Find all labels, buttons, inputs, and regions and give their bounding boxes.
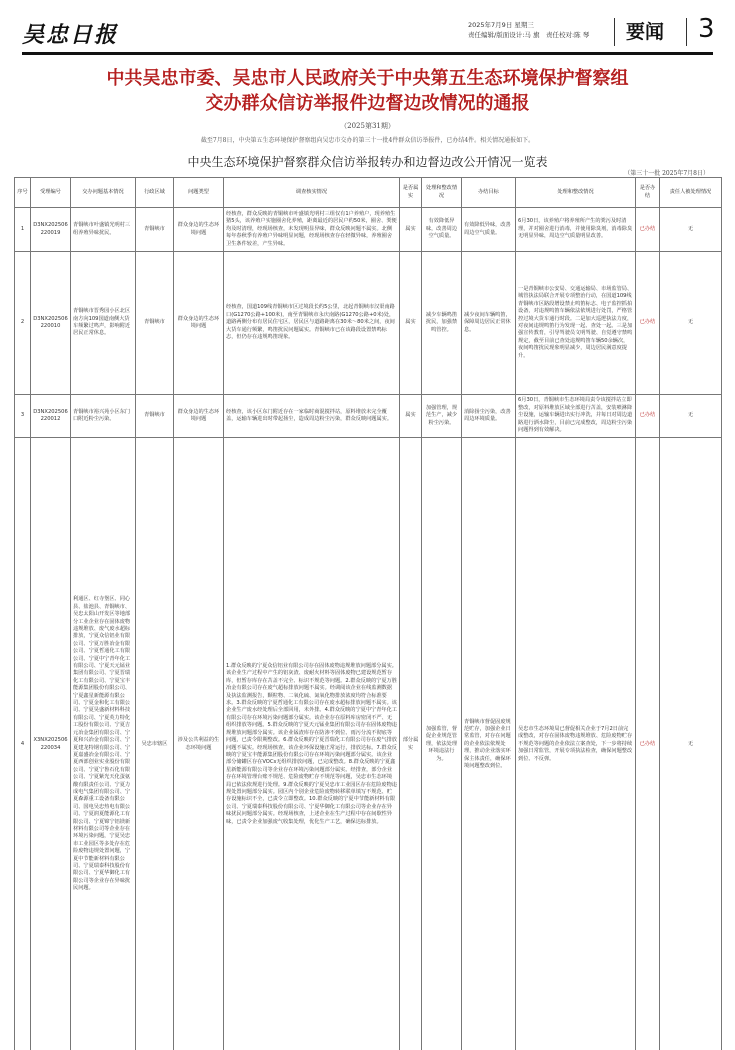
masthead-divider [614,18,615,46]
report-table [14,177,722,1050]
headline-line-1: 中共吴忠市委、吴忠市人民政府关于中央第五生态环境保护督察组 [106,68,629,89]
table-row [15,208,722,252]
col-header: 处理和整改情况 [422,178,462,208]
col-header: 受理编号 [31,178,71,208]
masthead-rule [22,52,713,55]
section-name: 要闻 [626,21,665,43]
table-row [15,438,722,1050]
cell-penalty: 无 [660,438,722,1050]
cell-penalty: 无 [660,208,722,252]
cell-progress: 一是青铜峡市公安局、交通运输局、市场监管局、城管执法局联合开展专项整治行动，在国道109线青铜峡市区路段增设禁止鸣笛标志、电子监控抓拍设备，对违规鸣笛车辆依法依规进行处罚，严格管控过境大货车通行时段。二是加大巡逻执法力度，对夜间违规鸣笛行为发现一起、查处一起。三是加强宣传教育，引导驾驶员文明驾驶、自觉遵守禁鸣规定，截至目前已查处违规鸣笛车辆50余辆次，夜间鸣笛扰民现象明显减少，周边居民满意度提升。 [516,252,636,395]
cell-target: 减少夜间车辆鸣笛，保障周边居民正常休息。 [462,252,516,395]
col-header: 交办问题基本情况 [71,178,136,208]
cell-target: 有效降低异味，改善周边空气质量。 [462,208,516,252]
cell-measure: 加强监管，督促企业规范管理，依法处理环境违法行为。 [422,438,462,1050]
cell-no: 4 [15,438,31,1050]
cell-investigation: 经核查，国道109线青铜峡市区过境段长约5公里，北起青铜峡市汉渠南路口(G1270公路+100米)，南至青铜峡市永庆南路(G1270公路+0米)处，道路两侧分布有居民住宅区，居民区与道路距离在30米～80米之间，夜间大货车通行频繁，鸣笛扰民问题属实。青铜峡市已在该路段设置禁鸣标志，但仍存在违规鸣笛现象。 [224,252,400,395]
col-header: 行政区域 [136,178,174,208]
editor-credits: 责任编辑/版面设计:马 旗 责任校对:陈 琴 [468,31,590,39]
cell-region: 青铜峡市 [136,252,174,395]
col-header: 处理和整改情况 [516,178,636,208]
cell-penalty: 无 [660,395,722,438]
table-row [15,252,722,395]
cell-measure: 有效降低异味，改善周边空气质量。 [422,208,462,252]
cell-region: 青铜峡市 [136,208,174,252]
cell-id: D3NX202506220012 [31,395,71,438]
cell-penalty: 无 [660,252,722,395]
cell-issue: 青铜峡市晋秀园小区北区南方向109国道南侧大货车频繁过鸣声，影响附近居民正常休息。 [71,252,136,395]
col-header: 调查核实情况 [224,178,400,208]
cell-no: 1 [15,208,31,252]
cell-done: 已办结 [636,252,660,395]
intro-paragraph: 截至7月8日，中央第五生态环境保护督察组向吴忠市交办的第三十一批4件群众信访举报件，已办结4件。相关情况通报如下。 [200,137,535,144]
col-header: 办结目标 [462,178,516,208]
cell-real: 部分属实 [400,438,422,1050]
newspaper-logo: 吴忠日报 [22,22,119,48]
page-number: 3 [698,14,715,44]
cell-investigation: 1.群众反映的宁夏众信铝业有限公司存在固体废物违规堆放问题部分属实。该企业生产过程中产生的铝灰渣、废耐火材料等固体废物已建设规范暂存库，但暂存库存在苫盖不完全、标识不规范等问题。2.群众反映的宁夏万胜冶金有限公司存在废气超标排放问题不属实。经调阅该企业在线监测数据及执法监测报告，颗粒物、二氧化硫、氮氧化物排放浓度均符合标准要求。3.群众反映的宁夏哲通化工有限公司存在废水超标排放问题不属实。该企业生产废水经处理后全部回用，未外排。4.群众反映的宁夏中宁青年化工有限公司存在环境污染问题部分属实。该企业存在原料库房密闭不严、无组织排放等问题。5.群众反映的宁夏天元锰业集团有限公司存在固体废物违规堆放问题部分属实。该企业锰渣库存在防渗不到位、雨污分流不彻底等问题，已责令限期整改。6.群众反映的宁夏晋瑞化工有限公司存在废气排放问题不属实。经现场核查，该企业环保设施正常运行，排放达标。7.群众反映的宁夏宝丰能源集团股份有限公司存在环境污染问题部分属实。该企业部分储罐区存在VOCs无组织排放问题，已完成整改。8.群众反映的宁夏鑫星新能源有限公司等企业存在环境污染问题部分属实。经排查，部分企业存在环境管理台账不规范、危险废物贮存不规范等问题，吴忠市生态环境局已依法依规进行处理。9.群众反映的宁夏吴忠市工业园区存在危险废物违规处置问题部分属实。园区内个别企业危险废物转移联单填写不规范、贮存设施标识不全，已责令立即整改。10.群众反映的宁夏中节能新材料有限公司、宁夏瑞泰科技股份有限公司、宁夏华御化工有限公司等企业存在异味扰民问题部分属实。经现场核查，上述企业在生产过程中存在间歇性异味，已责令企业加强废气收集处理，优化生产工艺，确保达标排放。 [224,438,400,1050]
cell-no: 3 [15,395,31,438]
cell-done: 已办结 [636,395,660,438]
cell-real: 属实 [400,208,422,252]
cell-real: 属实 [400,252,422,395]
cell-type: 群众身边的生态环境问题 [174,252,224,395]
col-header: 问题类型 [174,178,224,208]
cell-progress: 吴忠市生态环境局已督促相关企业于7月2日前完成整改，对存在固体废物违规堆放、危险废物贮存不规范等问题的企业依法立案查处，下一步将持续加强日常监管，开展专项执法检查，确保问题整改到位、不反弹。 [516,438,636,1050]
cell-type: 群众身边的生态环境问题 [174,208,224,252]
cell-region: 吴忠市辖区 [136,438,174,1050]
document-number: （2025第31期） [340,122,395,130]
issue-meta [468,20,589,40]
cell-id: D3NX202506220010 [31,252,71,395]
masthead [22,14,713,54]
table-row [15,395,722,438]
table-title: 中央生态环境保护督察群众信访举报转办和边督边改公开情况一览表 [187,155,548,169]
col-header: 是否属实 [400,178,422,208]
cell-type: 群众身边的生态环境问题 [174,395,224,438]
batch-label: （第三十一批 2025年7月8日） [624,170,709,177]
cell-real: 属实 [400,395,422,438]
cell-no: 2 [15,252,31,395]
cell-progress: 6月30日，青铜峡市生态环境局责令该搅拌站立即整改，对原料堆放区域全部进行苫盖，安装喷淋降尘设施，运输车辆进出实行冲洗，并每日对周边道路进行洒水降尘，目前已完成整改，周边粉尘污染问题得到有效解决。 [516,395,636,438]
cell-type: 涉及公共利益的生态环境问题 [174,438,224,1050]
cell-issue: 青铜峡市叶盛镇光明村三组养殖异味扰民。 [71,208,136,252]
cell-investigation: 经核查，群众反映的青铜峡市叶盛镇光明村三组仅有1户养殖户，现养殖生猪5头，该养殖户实施圈舍化养殖，距离最近的居民户约50米，圈舍、粪便均及时清理，经现场核查，未发现明显异味，群众反映问题不属实。北侧每年春秋季有养殖户异味明显问题，经现场核查存在轻微异味，养殖圈舍卫生条件较差，产生异味。 [224,208,400,252]
cell-id: X3NX202506220034 [31,438,71,1050]
cell-measure: 加强管理，规范生产，减少粉尘污染。 [422,395,462,438]
cell-id: D3NX202506220019 [31,208,71,252]
table-header-row [15,178,722,208]
col-header: 是否办结 [636,178,660,208]
cell-issue: 青铜峡市裕兴苑小区东门口附近粉尘污染。 [71,395,136,438]
col-header: 责任人被处理情况 [660,178,722,208]
cell-done: 已办结 [636,438,660,1050]
headline [40,66,695,116]
cell-investigation: 经核查，该小区东门附近存在一家临时商混搅拌站，原料堆放未完全覆盖，运输车辆进出时带起扬尘，造成周边粉尘污染，群众反映问题属实。 [224,395,400,438]
cell-region: 青铜峡市 [136,395,174,438]
cell-issue: 利通区、红寺堡区、同心县、盐池县、青铜峡市、吴忠太阳山开发区等地部分工业企业存在固体废物违规堆放、废气废水超标排放，宁夏众信铝业有限公司、宁夏万胜冶金有限公司、宁夏哲通化工有限公司、宁夏中宁青年化工有限公司、宁夏天元锰业集团有限公司、宁夏晋瑞化工有限公司、宁夏宝丰能源集团股份有限公司、宁夏鑫星新能源有限公司、宁夏金和化工有限公司、宁夏昊盛新材料科技有限公司、宁夏英力特化工股份有限公司、宁夏吉元冶金集团有限公司、宁夏和兴冶金有限公司、宁夏建龙特钢有限公司、宁夏嘉盛冶金有限公司、宁夏西部创业实业股份有限公司、宁夏宁鲁石化有限公司、宁夏紫光天化蛋氨酸有限责任公司、宁夏力成电气集团有限公司、宁夏森源重工设备有限公司、国电吴忠热电有限公司、宁夏润夏能源化工有限公司、宁夏锦宁铝镁新材料有限公司等企业存在环境污染问题，宁夏吴忠市工业园区等多处存在危险废物违规处置问题，宁夏中节能新材料有限公司、宁夏瑞泰科技股份有限公司、宁夏华御化工有限公司等企业存在异味扰民问题。 [71,438,136,1050]
cell-progress: 6月30日，该养殖户将养殖所产生的粪污及时清理，并对圈舍进行消毒，并使用除臭剂，消毒除臭无明显异味，周边空气质量明显改善。 [516,208,636,252]
headline-line-2: 交办群众信访举报件边督边改情况的通报 [205,93,530,114]
cell-target: 消除扬尘污染，改善周边环境质量。 [462,395,516,438]
cell-target: 青铜峡市督促固废规范贮存，加强企业日常监管，对存在问题的企业依法依规处理，推动企业落实环保主体责任，确保环境问题整改到位。 [462,438,516,1050]
cell-done: 已办结 [636,208,660,252]
masthead-divider [686,18,687,46]
issue-date: 2025年7月9日 星期三 [468,21,534,29]
col-header: 序号 [15,178,31,208]
cell-measure: 减少车辆鸣笛扰民，加强禁鸣管控。 [422,252,462,395]
